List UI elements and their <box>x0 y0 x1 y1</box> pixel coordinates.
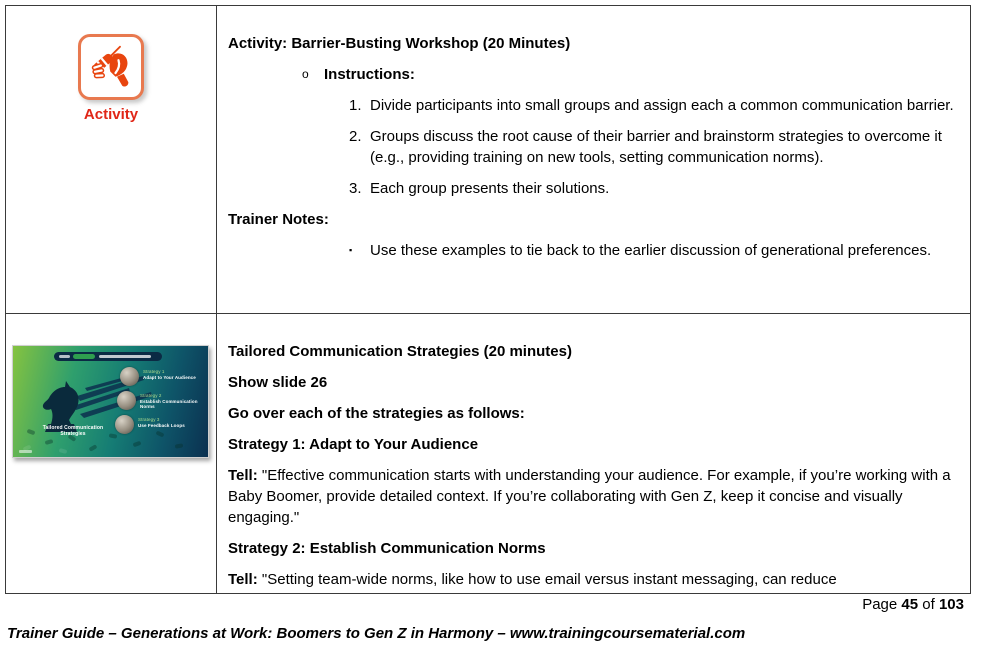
leaf-decoration <box>109 433 118 438</box>
person-photo <box>115 415 134 434</box>
square-bullet: ▪ <box>349 245 353 255</box>
trainer-note-text: Use these examples to tie back to the earlier discussion of generational preferences. <box>370 242 932 259</box>
show-slide-line: Show slide 26 <box>228 374 328 391</box>
leaf-decoration <box>45 439 54 445</box>
step-text: Each group presents their solutions. <box>370 180 610 197</box>
tell-text: "Effective communication starts with understanding your audience. For example, if you’re working with a Baby Boomer, provide detailed context. If you’re collaborating with Gen Z, keep it concise and visually engaging." <box>228 467 951 526</box>
slide-header-bar <box>54 352 162 361</box>
instructions-line <box>302 64 956 85</box>
document-footer: Trainer Guide – Generations at Work: Boomers to Gen Z in Harmony – www.trainingcoursematerial.com <box>7 625 746 642</box>
trainer-note-item <box>349 240 956 261</box>
circle-bullet: o <box>302 67 309 81</box>
page-number <box>862 596 964 613</box>
trainer-guide-table <box>5 5 971 594</box>
tell-label: Tell: <box>228 467 258 484</box>
instructions-label: Instructions: <box>324 66 415 83</box>
strategy-bubble-1 <box>120 367 201 386</box>
slide-title: Tailored Communication Strategies <box>42 425 104 437</box>
slide-logo-mark <box>19 450 32 453</box>
leaf-decoration <box>59 448 68 454</box>
strategy-tag: Strategy 2 <box>140 393 162 398</box>
table-row-activity <box>6 6 970 314</box>
activity-heading: Activity: Barrier-Busting Workshop (20 Minutes) <box>228 35 571 52</box>
strategy-1-heading: Strategy 1: Adapt to Your Audience <box>228 436 479 453</box>
slide-header-green-pill <box>73 354 95 359</box>
activity-icon-label: Activity <box>83 106 139 123</box>
leaf-decoration <box>133 441 142 447</box>
strategy-2-heading: Strategy 2: Establish Communication Norms <box>228 540 546 557</box>
page-separator: of <box>922 596 935 613</box>
strategy-bubble-2 <box>117 391 198 410</box>
leaf-decoration <box>89 444 98 451</box>
strategies-content-cell <box>217 314 970 593</box>
leaf-decoration <box>175 443 184 448</box>
section-heading: Tailored Communication Strategies (20 minutes) <box>228 343 572 360</box>
tell-label: Tell: <box>228 571 258 588</box>
page-current: 45 <box>901 596 919 613</box>
instruction-step-3 <box>349 178 956 199</box>
go-over-line: Go over each of the strategies as follows: <box>228 405 525 422</box>
slide-26-thumbnail <box>12 345 209 458</box>
tell-text: "Setting team-wide norms, like how to use email versus instant messaging, can reduce <box>257 571 837 588</box>
tell-1-paragraph <box>228 465 956 528</box>
strategy-name: Adapt to Your Audience <box>143 375 196 380</box>
instruction-step-2 <box>349 126 956 168</box>
slide-thumbnail-cell <box>6 314 217 593</box>
activity-icon-cell <box>6 6 217 313</box>
tell-2-paragraph <box>228 569 956 590</box>
hands-activity-icon <box>87 43 135 91</box>
table-row-tailored-strategies <box>6 314 970 593</box>
person-photo <box>117 391 136 410</box>
slide-header-title-bar <box>99 355 151 358</box>
trainer-notes-heading: Trainer Notes: <box>228 211 329 228</box>
page-label: Page <box>862 596 898 613</box>
step-number: 2. <box>349 128 362 145</box>
page-total: 103 <box>938 596 964 613</box>
person-photo <box>120 367 139 386</box>
step-number: 3. <box>349 180 362 197</box>
step-text: Groups discuss the root cause of their barrier and brainstorm strategies to overcome it (e.g., providing training on new tools, setting communication norms). <box>370 128 942 166</box>
slide-header-tag <box>59 355 70 358</box>
step-number: 1. <box>349 97 362 114</box>
instruction-step-1 <box>349 95 956 116</box>
strategy-name: Use Feedback Loops <box>138 423 185 428</box>
strategy-tag: Strategy 3 <box>138 417 160 422</box>
strategy-tag: Strategy 1 <box>143 369 165 374</box>
activity-content-cell <box>217 6 970 313</box>
strategy-name: Establish Communication Norms <box>140 399 198 409</box>
activity-icon <box>78 34 144 100</box>
step-text: Divide participants into small groups and assign each a common communication barrier. <box>370 97 954 114</box>
